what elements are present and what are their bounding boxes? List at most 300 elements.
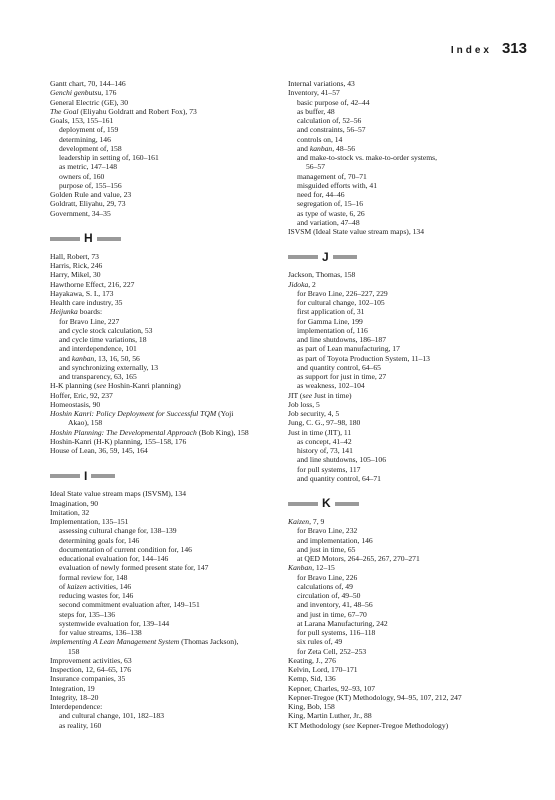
index-entry (288, 474, 528, 483)
index-text: (Thomas Jackson), (179, 637, 239, 647)
index-entry (50, 354, 275, 363)
index-entry (50, 199, 275, 208)
index-entry (50, 711, 275, 720)
letter-heading-j (288, 250, 528, 264)
index-entry (50, 508, 275, 517)
index-text: and just in time, 65 (297, 544, 356, 554)
letter-k: K (322, 496, 331, 511)
index-entry (288, 391, 528, 400)
index-entry (50, 526, 275, 535)
index-entry (288, 693, 528, 702)
index-entry (288, 619, 528, 628)
index-entry (288, 381, 528, 390)
index-entry (288, 428, 528, 437)
index-text: and synchronizing externally, 13 (59, 362, 159, 372)
index-entry (50, 107, 275, 116)
index-entry (50, 619, 275, 628)
index-entry (50, 446, 275, 455)
index-entry (50, 400, 275, 409)
index-text: General Electric (GE), 30 (50, 97, 129, 107)
bar-decoration (97, 237, 121, 241)
index-text: , 7, 9 (309, 517, 325, 526)
index-entry (288, 517, 528, 526)
index-text: of (59, 581, 68, 591)
entries-i (50, 489, 275, 730)
index-text: for cultural change, 102–105 (297, 298, 385, 307)
index-text: and line shutdowns, 186–187 (297, 335, 387, 344)
index-entry (50, 545, 275, 554)
index-text: first application of, 31 (297, 307, 365, 317)
index-text: (Bob King), 158 (196, 427, 249, 437)
index-column-left (50, 79, 275, 730)
index-text: Hoshin-Kanri (H-K) planning, 155–158, 176 (50, 436, 187, 446)
index-text: determining, 146 (59, 134, 111, 144)
index-term-italic: kaizen (67, 581, 87, 591)
letter-heading-h (50, 232, 275, 246)
index-text: Kemp, Sid, 136 (288, 674, 336, 684)
index-entry (50, 582, 275, 591)
index-entry (288, 153, 528, 162)
index-entry (50, 79, 275, 88)
index-text: calculation of, 52–56 (297, 116, 362, 125)
index-entry (288, 363, 528, 372)
bar-decoration (50, 237, 80, 241)
index-entry (50, 702, 275, 711)
index-text: steps for, 135–136 (59, 609, 116, 619)
index-text: calculations of, 49 (297, 581, 353, 591)
index-entry (288, 684, 528, 693)
index-text: Harry, Mikel, 30 (50, 270, 101, 280)
index-text: (Yoji (216, 409, 234, 418)
index-text: Insurance companies, 35 (50, 674, 126, 684)
index-term-italic: Hoshin Planning: The Developmental Approach (50, 427, 197, 437)
index-entry (50, 307, 275, 316)
index-text: , 48–56 (332, 143, 356, 153)
index-text: Health care industry, 35 (50, 298, 123, 307)
index-text: Improvement activities, 63 (50, 655, 132, 665)
index-text: Hall, Robert, 73 (50, 251, 99, 261)
index-text: Government, 34–35 (50, 208, 111, 218)
index-text: Imagination, 90 (50, 498, 99, 508)
index-entry (288, 335, 528, 344)
index-entry (50, 637, 275, 646)
index-text: activities, 146 (86, 581, 132, 591)
index-text: Hoffer, Eric, 92, 237 (50, 390, 113, 400)
index-entry (50, 674, 275, 683)
index-entry (288, 107, 528, 116)
index-text: educational evaluation for, 144–146 (59, 554, 169, 563)
index-entry (288, 656, 528, 665)
index-entry (288, 135, 528, 144)
index-entry (288, 79, 528, 88)
index-entry (288, 125, 528, 134)
index-entry (50, 209, 275, 218)
index-text: as reality, 160 (59, 720, 102, 730)
index-entry (288, 600, 528, 609)
index-entry (288, 721, 528, 730)
letter-h: H (84, 231, 93, 246)
page-number: 313 (501, 40, 527, 57)
index-text: formal review for, 148 (59, 572, 128, 582)
index-term-italic: Jidoka (288, 279, 309, 289)
index-entry (50, 317, 275, 326)
index-entry (288, 409, 528, 418)
index-text: , 12–15 (312, 563, 335, 573)
index-entry (288, 199, 528, 208)
index-entry (50, 536, 275, 545)
index-term-italic: see (345, 720, 355, 730)
index-text: evaluation of newly formed present state for, 147 (59, 563, 209, 573)
index-text: Integration, 19 (50, 683, 95, 693)
index-entry (288, 446, 528, 455)
letter-j: J (322, 249, 329, 264)
index-column-right (288, 79, 528, 730)
index-text: and (297, 143, 310, 153)
index-text: , 176 (101, 88, 117, 98)
letter-heading-k (288, 497, 528, 511)
index-text: six rules of, 49 (297, 637, 343, 647)
index-text: for Bravo Line, 226 (297, 572, 358, 582)
index-text: Hawthorne Effect, 216, 227 (50, 279, 135, 289)
index-entry (50, 499, 275, 508)
index-term-italic: kanban (71, 353, 95, 363)
index-text: for Bravo Line, 232 (297, 526, 358, 536)
index-entry (288, 554, 528, 563)
index-entry (50, 573, 275, 582)
index-text: purpose of, 155–156 (59, 180, 122, 190)
index-entry (288, 536, 528, 545)
index-text: and constraints, 56–57 (297, 125, 366, 135)
index-text: Interdependence: (50, 702, 103, 711)
index-term-italic: kanban (309, 143, 333, 153)
index-entry (50, 428, 275, 437)
index-term-italic: implementing A Lean Management System (50, 637, 180, 647)
index-text: and interdependence, 101 (59, 344, 137, 354)
entries-k (288, 517, 528, 730)
index-text: and just in time, 67–70 (297, 609, 367, 619)
running-header (451, 40, 527, 57)
index-text: and quantity control, 64–65 (297, 362, 381, 372)
index-text: KT Methodology ( (288, 720, 346, 730)
index-text: Just in time (JIT), 11 (288, 427, 352, 437)
index-term-italic: Kaizen (288, 517, 310, 526)
index-text: King, Martin Luther, Jr., 88 (288, 711, 372, 721)
index-entry (288, 465, 528, 474)
index-text: Integrity, 18–20 (50, 692, 99, 702)
index-text: 56–57 (306, 162, 325, 172)
index-text: , 13, 16, 50, 56 (94, 353, 140, 363)
index-text: misguided efforts with, 41 (297, 180, 378, 190)
index-entry (50, 326, 275, 335)
index-entry (288, 116, 528, 125)
index-term-italic: Genchi genbutsu (50, 88, 102, 98)
index-term-italic: see (302, 390, 313, 400)
index-entry (288, 144, 528, 153)
index-text: and cultural change, 101, 182–183 (59, 711, 165, 721)
index-text: for Bravo Line, 227 (59, 316, 120, 326)
index-text: Homeostasis, 90 (50, 399, 101, 409)
index-text: and make-to-stock vs. make-to-order systems, (297, 153, 438, 162)
index-entry (50, 298, 275, 307)
index-entry (50, 628, 275, 637)
index-text: Harris, Rick, 246 (50, 261, 103, 270)
index-entry (50, 665, 275, 674)
index-entry (50, 721, 275, 730)
index-text: and cycle time variations, 18 (59, 335, 147, 344)
index-entry (50, 409, 275, 418)
index-text: Just in time) (312, 390, 352, 400)
index-text: systemwide evaluation for, 139–144 (59, 618, 170, 628)
index-text: as part of Toyota Production System, 11–13 (297, 353, 430, 363)
bar-decoration (288, 255, 318, 259)
index-entry (288, 298, 528, 307)
index-entry (50, 437, 275, 446)
index-text: for value streams, 136–138 (59, 628, 142, 637)
index-text: Goldratt, Eliyahu, 29, 73 (50, 199, 126, 209)
index-text: Internal variations, 43 (288, 79, 355, 88)
index-text: circulation of, 49–50 (297, 591, 361, 600)
index-text: reducing wastes for, 146 (59, 591, 134, 600)
index-text: House of Lean, 36, 59, 145, 164 (50, 446, 148, 455)
index-text: controls on, 14 (297, 134, 343, 144)
bar-decoration (91, 474, 115, 478)
index-entry (50, 693, 275, 702)
index-text: and (59, 353, 72, 363)
index-text: owners of, 160 (59, 171, 105, 181)
index-entry (50, 591, 275, 600)
index-text: as concept, 41–42 (297, 436, 352, 446)
index-entry (288, 218, 528, 227)
index-entry (50, 98, 275, 107)
index-text: boards: (77, 307, 103, 317)
index-text: 158 (68, 646, 80, 656)
index-entry (288, 665, 528, 674)
index-text: and quantity control, 64–71 (297, 473, 381, 483)
index-text: as buffer, 48 (297, 106, 335, 116)
index-entry (50, 153, 275, 162)
index-text: Kepner-Tregoe Methodology) (354, 720, 449, 730)
index-text: and transparency, 63, 165 (59, 372, 137, 381)
index-text: at QED Motors, 264–265, 267, 270–271 (297, 554, 420, 563)
index-text: Jackson, Thomas, 158 (288, 270, 356, 280)
index-entry (288, 526, 528, 535)
index-text: (Eliyahu Goldratt and Robert Fox), 73 (78, 106, 197, 116)
index-entry (288, 190, 528, 199)
index-entry (288, 582, 528, 591)
index-entry (288, 545, 528, 554)
index-text: , 2 (308, 279, 316, 289)
index-entry (50, 181, 275, 190)
index-text: Job security, 4, 5 (288, 409, 340, 418)
bar-decoration (50, 474, 80, 478)
index-entry (288, 88, 528, 97)
index-entry (288, 647, 528, 656)
index-entry (50, 600, 275, 609)
index-text: for pull systems, 116–118 (297, 628, 376, 637)
index-entry (288, 209, 528, 218)
index-term-italic: Heijunka (50, 307, 78, 317)
index-text: Hoshin-Kanri planning) (106, 381, 181, 391)
index-text: need for, 44–46 (297, 190, 345, 199)
bar-decoration (288, 502, 318, 506)
index-entry (50, 647, 275, 656)
index-text: and variation, 47–48 (297, 217, 360, 227)
entries-i-cont (288, 79, 528, 236)
index-text: and inventory, 41, 48–56 (297, 600, 373, 610)
index-entry (50, 656, 275, 665)
index-entry (50, 289, 275, 298)
index-entry (288, 307, 528, 316)
index-entry (288, 702, 528, 711)
index-text: JIT ( (288, 390, 303, 400)
index-entry (288, 711, 528, 720)
index-text: history of, 73, 141 (297, 446, 353, 455)
index-entry (50, 372, 275, 381)
index-text: King, Bob, 158 (288, 702, 335, 711)
index-entry (288, 227, 528, 236)
index-entry (50, 418, 275, 427)
index-entry (288, 400, 528, 409)
index-text: Job loss, 5 (288, 399, 320, 409)
index-entry (50, 554, 275, 563)
index-text: for pull systems, 117 (297, 464, 361, 474)
index-entry (50, 116, 275, 125)
index-entry (288, 628, 528, 637)
index-entry (50, 684, 275, 693)
index-entry (288, 172, 528, 181)
index-text: as metric, 147–148 (59, 162, 117, 172)
index-entry (50, 489, 275, 498)
index-text: Hayakawa, S. I., 173 (50, 288, 114, 298)
bar-decoration (335, 502, 359, 506)
index-text: Kepner, Charles, 92–93, 107 (288, 683, 376, 693)
index-text: and line shutdowns, 105–106 (297, 455, 387, 465)
index-text: Implementation, 135–151 (50, 517, 129, 526)
index-text: development of, 158 (59, 143, 122, 153)
index-entry (288, 289, 528, 298)
index-term-italic: see (96, 381, 107, 391)
index-entry (50, 261, 275, 270)
index-entry (50, 344, 275, 353)
index-entry (288, 591, 528, 600)
index-text: deployment of, 159 (59, 125, 119, 135)
index-entry (288, 563, 528, 572)
index-entry (288, 98, 528, 107)
index-text: Imitation, 32 (50, 507, 90, 517)
index-entry (288, 455, 528, 464)
index-entry (288, 610, 528, 619)
index-text: documentation of current condition for, 146 (59, 544, 192, 554)
index-text: Jung, C. G., 97–98, 180 (288, 418, 361, 428)
index-entry (50, 363, 275, 372)
index-entry (288, 418, 528, 427)
index-entry (50, 335, 275, 344)
index-entry (50, 172, 275, 181)
index-entry (50, 280, 275, 289)
index-entry (288, 270, 528, 279)
letter-i: I (84, 468, 88, 483)
index-text: Kelvin, Lord, 170–171 (288, 665, 358, 674)
index-entry (288, 637, 528, 646)
index-text: for Gamma Line, 199 (297, 316, 363, 326)
index-text: and cycle stock calculation, 53 (59, 325, 153, 335)
index-entry (50, 517, 275, 526)
index-text: implementation of, 116 (297, 325, 368, 335)
index-text: Keating, J., 276 (288, 655, 336, 665)
index-entry (288, 354, 528, 363)
index-text: Inspection, 12, 64–65, 176 (50, 665, 131, 674)
entries-h (50, 252, 275, 456)
index-text: leadership in setting of, 160–161 (59, 153, 159, 162)
index-entry (50, 391, 275, 400)
index-text: at Larana Manufacturing, 242 (297, 618, 388, 628)
index-entry (288, 181, 528, 190)
index-entry (288, 372, 528, 381)
index-text: for Bravo Line, 226–227, 229 (297, 288, 388, 298)
index-entry (50, 135, 275, 144)
index-text: Gantt chart, 70, 144–146 (50, 79, 126, 88)
index-entry (50, 144, 275, 153)
index-entry (288, 674, 528, 683)
index-entry (288, 162, 528, 171)
index-entry (50, 563, 275, 572)
index-text: second commitment evaluation after, 149–151 (59, 600, 200, 610)
index-text: Golden Rule and value, 23 (50, 190, 132, 199)
index-entry (288, 317, 528, 326)
index-entry (50, 270, 275, 279)
entries-j (288, 270, 528, 483)
index-entry (50, 190, 275, 199)
entries-g (50, 79, 275, 218)
index-text: assessing cultural change for, 138–139 (59, 526, 177, 536)
index-text: for Zeta Cell, 252–253 (297, 646, 367, 656)
letter-heading-i (50, 469, 275, 483)
index-entry (50, 252, 275, 261)
index-term-italic: The Goal (50, 106, 79, 116)
index-text: H-K planning ( (50, 381, 97, 391)
index-text: and implementation, 146 (297, 535, 373, 545)
index-text: as weakness, 102–104 (297, 381, 365, 391)
index-text: ISVSM (Ideal State value stream maps), 134 (288, 227, 425, 236)
index-term-italic: Kanban (288, 563, 313, 573)
bar-decoration (333, 255, 357, 259)
index-entry (50, 610, 275, 619)
index-text: Goals, 153, 155–161 (50, 116, 114, 125)
index-entry (50, 162, 275, 171)
index-text: segregation of, 15–16 (297, 199, 364, 209)
index-entry (50, 125, 275, 134)
index-text: Ideal State value stream maps (ISVSM), 134 (50, 489, 187, 499)
index-term-italic: Hoshin Kanri: Policy Deployment for Successful TQM (50, 409, 217, 418)
index-entry (288, 326, 528, 335)
header-title: Index (450, 45, 492, 56)
index-text: Inventory, 41–57 (288, 88, 340, 98)
index-text: as type of waste, 6, 26 (297, 208, 365, 218)
index-text: Kepner-Tregoe (KT) Methodology, 94–95, 107, 212, 247 (288, 692, 462, 702)
index-text: determining goals for, 146 (59, 535, 140, 545)
index-text: management of, 70–71 (297, 171, 367, 181)
index-text: as support for just in time, 27 (297, 372, 387, 381)
index-entry (288, 344, 528, 353)
index-entry (288, 573, 528, 582)
index-entry (288, 437, 528, 446)
index-text: Akao), 158 (68, 418, 103, 428)
index-entry (50, 88, 275, 97)
index-entry (288, 280, 528, 289)
index-text: basic purpose of, 42–44 (297, 97, 370, 107)
index-text: as part of Lean manufacturing, 17 (297, 344, 400, 354)
index-entry (50, 381, 275, 390)
